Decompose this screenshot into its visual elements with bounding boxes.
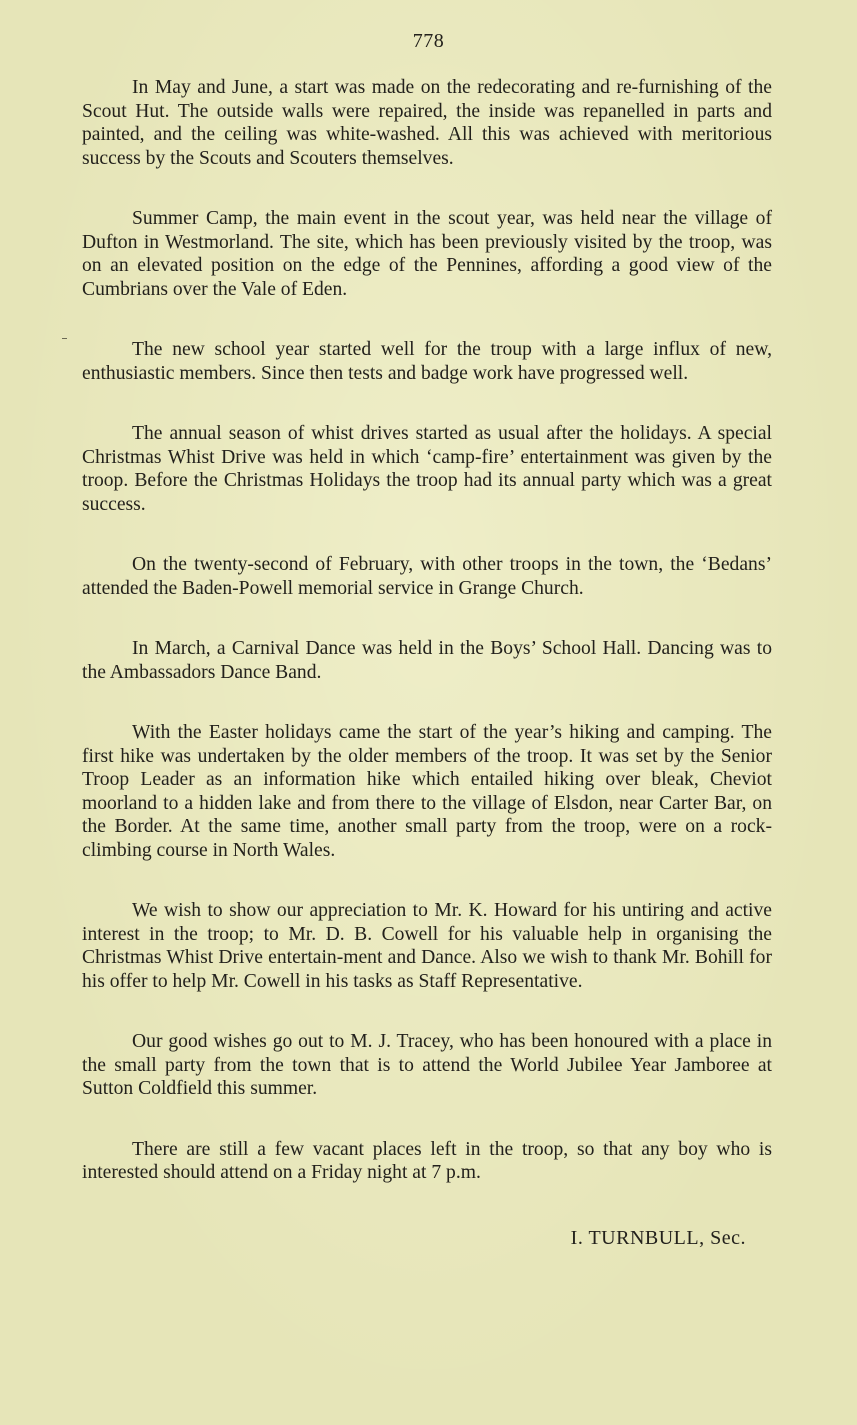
paragraph-whist-drives: The annual season of whist drives started as usual after the holidays. A special Christmas Whist Drive was held in which ‘camp-fire’ entertainment was given by the troop. Before the Christmas Holidays the troop had its annual party which was a great success. <box>82 423 772 515</box>
paragraph-jamboree: Our good wishes go out to M. J. Tracey, who has been honoured with a place in the small party from the town that is to attend the World Jubilee Year Jamboree at Sutton Coldfield this summer. <box>82 1031 772 1099</box>
paragraph-memorial-service: On the twenty-second of February, with other troops in the town, the ‘Bedans’ attended the Baden-Powell memorial service in Grange Church. <box>82 554 772 599</box>
paragraph-scout-hut: In May and June, a start was made on the redecorating and re-furnishing of the Scout Hut. The outside walls were repaired, the inside was repanelled in parts and painted, and the ceiling was white-washed. All this was achieved with meritorious success by the Scouts and Scouters themselves. <box>82 77 772 169</box>
paragraph-easter-hiking: With the Easter holidays came the start of the year’s hiking and camping. The first hike was undertaken by the older members of the troop. It was set by the Senior Troop Leader as an information hike which entailed hiking over bleak, Cheviot moorland to a hidden lake and from there to the village of Elsdon, near Carter Bar, on the Border. At the same time, another small party from the troop, were on a rock-climbing course in North Wales. <box>82 722 772 861</box>
paragraph-carnival-dance: In March, a Carnival Dance was held in the Boys’ School Hall. Dancing was to the Ambassadors Dance Band. <box>82 638 772 683</box>
paragraph-vacant-places: There are still a few vacant places left in the troop, so that any boy who is interested should attend on a Friday night at 7 p.m. <box>82 1138 772 1183</box>
page-number: 778 <box>412 30 445 52</box>
paragraph-appreciation: We wish to show our appreciation to Mr. K. Howard for his untiring and active interest in the troop; to Mr. D. B. Cowell for his valuable help in organising the Christmas Whist Drive entertain-ment and Dance. Also we wish to thank Mr. Bohill for his offer to help Mr. Cowell in his tasks as Staff Representative. <box>82 900 772 992</box>
margin-mark <box>62 338 67 339</box>
paragraph-school-year: The new school year started well for the troup with a large influx of new, enthusiastic members. Since then tests and badge work have progressed well. <box>82 339 772 384</box>
signature: I. TURNBULL, Sec. <box>570 1226 746 1249</box>
article-body <box>82 76 772 1250</box>
paragraph-summer-camp: Summer Camp, the main event in the scout year, was held near the village of Dufton in Westmorland. The site, which has been previously visited by the troop, was on an elevated position on the edge of the Pennines, affording a good view of the Cumbrians over the Vale of Eden. <box>82 208 772 300</box>
